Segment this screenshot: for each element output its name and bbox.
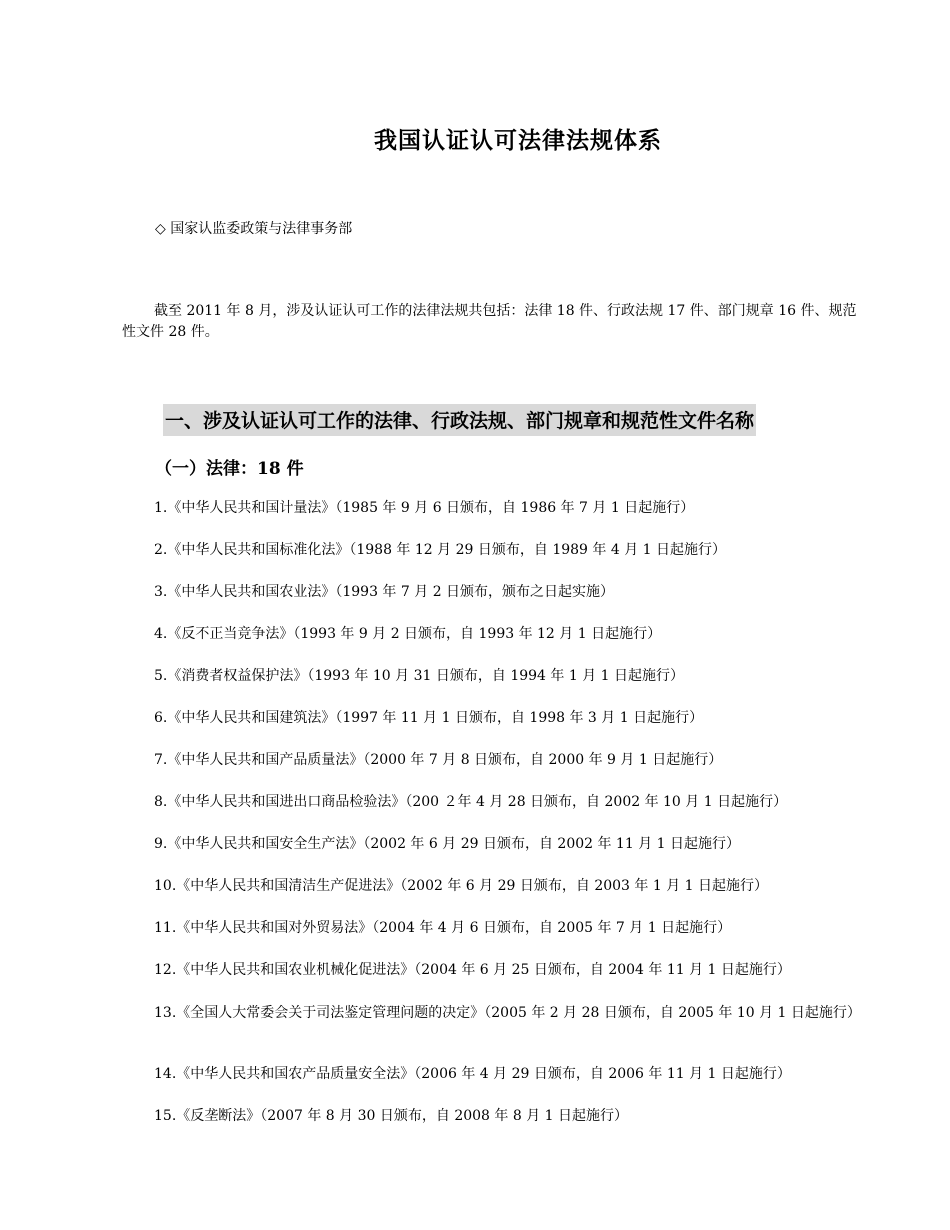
list-item: 12.《中华人民共和国农业机械化促进法》（2004 年 6 月 25 日颁布，自 2004 年 11 月 1 日起施行） bbox=[154, 962, 791, 978]
author-line: ◇ 国家认监委政策与法律事务部 bbox=[155, 221, 353, 237]
list-item: 1.《中华人民共和国计量法》（1985 年 9 月 6 日颁布，自 1986 年 7 月 1 日起施行） bbox=[154, 500, 695, 516]
list-item: 14.《中华人民共和国农产品质量安全法》（2006 年 4 月 29 日颁布，自 2006 年 11 月 1 日起施行） bbox=[154, 1066, 791, 1082]
intro-paragraph: 截至 2011 年 8 月，涉及认证认可工作的法律法规共包括：法律 18 件、行政法规 17 件、部门规章 16 件、规范性文件 28 件。 bbox=[122, 303, 857, 340]
list-item: 15.《反垄断法》（2007 年 8 月 30 日颁布，自 2008 年 8 月 1 日起施行） bbox=[154, 1108, 629, 1124]
list-item: 10.《中华人民共和国清洁生产促进法》（2002 年 6 月 29 日颁布，自 2003 年 1 月 1 日起施行） bbox=[154, 878, 769, 894]
list-item: 7.《中华人民共和国产品质量法》（2000 年 7 月 8 日颁布，自 2000 年 9 月 1 日起施行） bbox=[154, 752, 723, 768]
document-title: 我国认证认可法律法规体系 bbox=[374, 127, 662, 154]
list-item: 2.《中华人民共和国标准化法》（1988 年 12 月 29 日颁布，自 1989 年 4 月 1 日起施行） bbox=[154, 542, 727, 558]
list-item: 4.《反不正当竞争法》（1993 年 9 月 2 日颁布，自 1993 年 12 月 1 日起施行） bbox=[154, 626, 662, 642]
section-heading: 一、涉及认证认可工作的法律、行政法规、部门规章和规范性文件名称 bbox=[163, 404, 756, 436]
list-item: 8.《中华人民共和国进出口商品检验法》（200 ２年 4 月 28 日颁布，自 2002 年 10 月 1 日起施行） bbox=[154, 794, 788, 810]
list-item: 13.《全国人大常委会关于司法鉴定管理问题的决定》（2005 年 2 月 28 日颁布，自 2005 年 10 月 1 日起施行） bbox=[154, 1005, 861, 1021]
list-item: 5.《消费者权益保护法》（1993 年 10 月 31 日颁布，自 1994 年 1 月 1 日起施行） bbox=[154, 668, 685, 684]
list-item: 3.《中华人民共和国农业法》（1993 年 7 月 2 日颁布，颁布之日起实施） bbox=[154, 584, 615, 600]
list-item: 6.《中华人民共和国建筑法》（1997 年 11 月 1 日颁布，自 1998 年 3 月 1 日起施行） bbox=[154, 710, 704, 726]
list-item: 9.《中华人民共和国安全生产法》（2002 年 6 月 29 日颁布，自 2002 年 11 月 1 日起施行） bbox=[154, 836, 741, 852]
list-item: 11.《中华人民共和国对外贸易法》（2004 年 4 月 6 日颁布，自 2005 年 7 月 1 日起施行） bbox=[154, 920, 732, 936]
sub-heading-laws: （一）法律：18 件 bbox=[155, 459, 304, 479]
